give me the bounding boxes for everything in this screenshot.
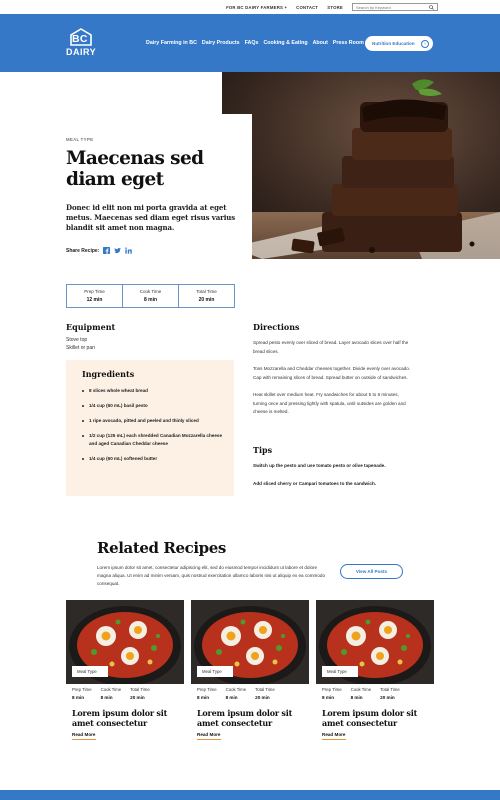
recipe-times <box>66 284 235 308</box>
card-time-label: Prep Time <box>197 687 217 692</box>
card-cook-time <box>101 687 122 700</box>
related-recipes-heading: Related Recipes <box>97 539 226 557</box>
site-header <box>0 14 500 72</box>
view-all-posts-button[interactable]: View All Posts <box>340 564 403 579</box>
nav-item-press-room[interactable]: Press Room <box>332 40 364 46</box>
nav-item-about[interactable]: About <box>312 40 328 46</box>
directions-list <box>253 339 413 426</box>
direction-step: Toss Mozzarella and Cheddar cheeses together. Divide evenly over avocado. Cap with remaining slices of bread. Spread butter on outside of sandwiches. <box>253 366 411 380</box>
meal-type-badge: Meal Type <box>72 666 108 677</box>
card-time-label: Total Time <box>255 687 275 692</box>
directions-heading: Directions <box>253 322 300 332</box>
card-time-label: Cook Time <box>350 687 372 692</box>
equipment-list <box>66 336 95 352</box>
related-recipes-description: Lorem ipsum dolor sit amet, consectetur adipiscing elit, sed do eiusmod tempor incididunt ut labore et dolore magna aliqua. Ut enim ad minim veniam, quis nostrud exercitation ullamco laboris nisi ut aliquip ex ea commodo consequat. <box>97 565 326 586</box>
card-prep-time <box>72 687 92 700</box>
recipe-card[interactable] <box>316 600 434 750</box>
meal-type-badge: Meal Type <box>322 666 358 677</box>
site-logo[interactable] <box>66 28 96 60</box>
equipment-item: Stove top <box>66 337 88 343</box>
read-more-link[interactable]: Read More <box>72 732 96 740</box>
nutrition-education-label: Nutrition Education <box>372 41 415 46</box>
chevron-right-icon: › <box>421 40 429 48</box>
meal-type-badge: Meal Type <box>197 666 233 677</box>
card-time-value: 20 min <box>380 695 395 700</box>
direction-step: Spread pesto evenly over sliced of bread. Layer avocado slices over half the bread slices. <box>253 340 409 354</box>
facebook-icon[interactable] <box>103 247 110 254</box>
card-time-label: Prep Time <box>322 687 342 692</box>
card-time-value: 8 min <box>225 695 238 700</box>
card-time-value: 8 min <box>322 695 334 700</box>
card-time-value: 8 min <box>100 695 113 700</box>
card-total-time <box>130 687 150 700</box>
card-prep-time <box>322 687 342 700</box>
prep-time-value: 12 min <box>86 297 103 303</box>
card-cook-time <box>226 687 247 700</box>
ingredient-item: 1/2 cup (125 mL) each shredded Canadian Mozzarella cheese and aged Canadian Cheddar cheese <box>82 432 222 448</box>
util-link-store[interactable]: STORE <box>327 4 343 10</box>
share-label: Share Recipe: <box>66 247 100 254</box>
cook-time-value: 8 min <box>143 297 158 303</box>
card-time-label: Cook Time <box>100 687 122 692</box>
util-link-contact[interactable]: CONTACT <box>296 4 319 10</box>
recipe-card[interactable] <box>66 600 184 750</box>
card-times <box>197 687 275 700</box>
recipe-card-title[interactable]: Lorem ipsum dolor sit amet consectetur <box>322 708 418 728</box>
card-time-value: 20 min <box>255 695 270 700</box>
prep-time-cell <box>67 285 123 307</box>
hero-image <box>222 72 500 259</box>
utility-bar <box>0 0 500 14</box>
card-time-label: Total Time <box>130 687 150 692</box>
nutrition-education-button[interactable] <box>365 36 433 51</box>
ingredients-list <box>82 387 234 463</box>
cook-time-cell <box>123 285 179 307</box>
recipe-card-title[interactable]: Lorem ipsum dolor sit amet consectetur <box>197 708 293 728</box>
cook-time-label: Cook Time <box>139 289 162 294</box>
main-nav <box>146 40 364 46</box>
tips-list <box>253 462 423 498</box>
recipe-card-title[interactable]: Lorem ipsum dolor sit amet consectetur <box>72 708 168 728</box>
recipe-card[interactable] <box>191 600 309 750</box>
nav-item-dairy-farming[interactable]: Dairy Farming in BC <box>146 40 197 46</box>
ingredients-panel <box>66 360 234 496</box>
card-time-value: 8 min <box>350 695 363 700</box>
search-input[interactable] <box>356 5 420 10</box>
tips-heading: Tips <box>253 445 273 455</box>
equipment-item: Skillet or pan <box>66 345 95 351</box>
nav-item-dairy-products[interactable]: Dairy Products <box>201 40 240 46</box>
util-link-farmers[interactable]: FOR BC DAIRY FARMERS + <box>226 4 288 10</box>
twitter-icon[interactable] <box>114 247 121 254</box>
card-time-label: Cook Time <box>225 687 247 692</box>
ingredients-heading: Ingredients <box>82 369 135 379</box>
card-total-time <box>380 687 400 700</box>
ingredient-item: 1/4 cup (60 mL) softened butter <box>82 455 222 463</box>
read-more-link[interactable]: Read More <box>322 732 346 740</box>
logo-text: DAIRY <box>66 47 97 57</box>
tip-item: Add sliced cherry or Campari tomatoes to the sandwich. <box>253 481 377 486</box>
ingredient-item: 8 slices whole wheat bread <box>82 387 222 395</box>
prep-time-label: Prep Time <box>84 289 105 294</box>
nav-item-faqs[interactable]: FAQs <box>244 40 259 46</box>
equipment-heading: Equipment <box>66 322 116 332</box>
card-time-value: 8 min <box>72 695 84 700</box>
card-time-value: 20 min <box>130 695 145 700</box>
footer-strip <box>0 790 500 800</box>
card-total-time <box>255 687 275 700</box>
search-icon[interactable] <box>429 5 434 10</box>
page-title: Maecenas sed diam eget <box>66 148 204 190</box>
ingredient-item: 1/4 cup (60 mL) basil pesto <box>82 402 222 410</box>
card-time-label: Prep Time <box>72 687 92 692</box>
card-times <box>72 687 150 700</box>
recipe-subtitle: Donec id elit non mi porta gravida at eget metus. Maecenas sed diam eget risus varius blandit sit amet non magna. <box>66 203 236 232</box>
ingredient-item: 1 ripe avocado, pitted and peeled and thinly sliced <box>82 417 222 425</box>
tip-item: Switch up the pesto and use tomato pesto or olive tapenade. <box>253 463 386 468</box>
read-more-link[interactable]: Read More <box>197 732 221 740</box>
card-time-label: Total Time <box>380 687 400 692</box>
logo-house-mark <box>70 28 92 46</box>
meal-type-label: MEAL TYPE <box>66 137 94 142</box>
direction-step: Heat skillet over medium heat. Fry sandwiches for about 5 to 6 minutes, turning once and pressing lightly with spatula, until outsides are golden and cheese is melted. <box>253 392 406 414</box>
card-prep-time <box>197 687 217 700</box>
card-cook-time <box>351 687 372 700</box>
logo-mark-text: BC <box>72 33 88 45</box>
total-time-label: Total Time <box>196 289 217 294</box>
card-times <box>322 687 400 700</box>
search-box <box>352 3 438 11</box>
total-time-value: 20 min <box>198 297 215 303</box>
linkedin-icon[interactable] <box>125 247 132 254</box>
nav-item-cooking-eating[interactable]: Cooking & Eating <box>263 40 308 46</box>
card-time-value: 8 min <box>197 695 209 700</box>
total-time-cell <box>179 285 234 307</box>
share-recipe <box>66 247 132 254</box>
